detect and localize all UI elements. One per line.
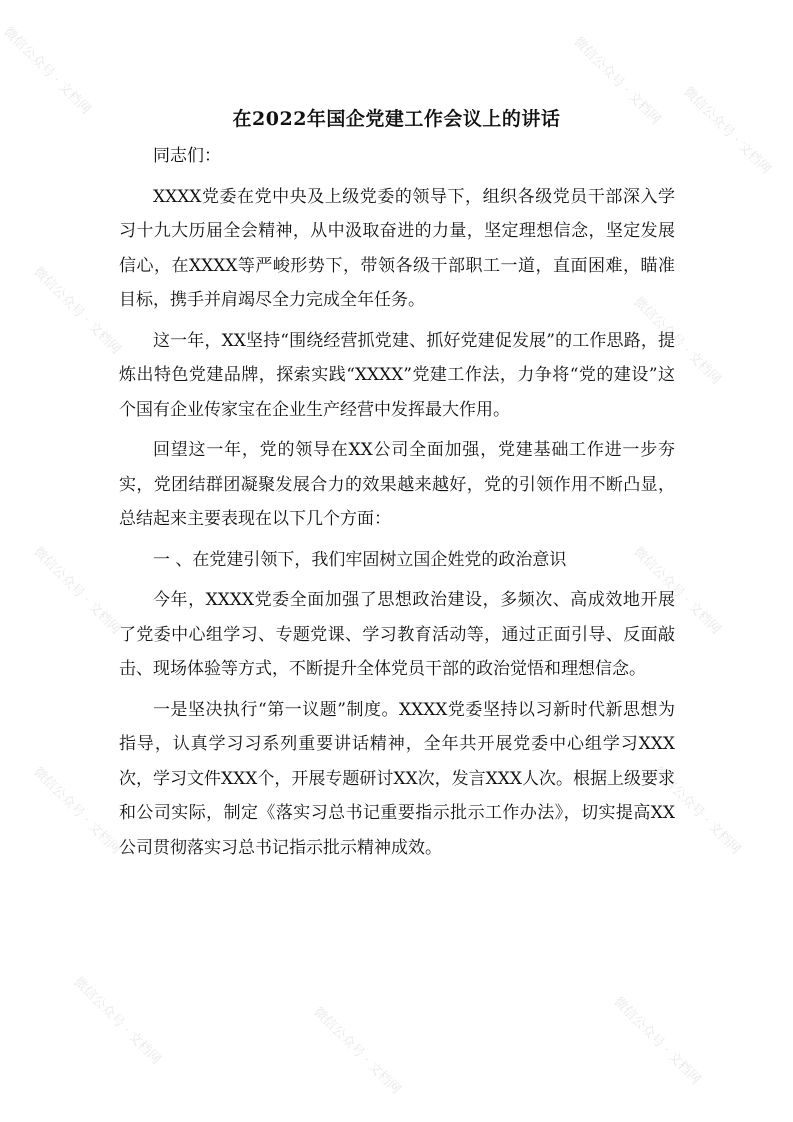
watermark: 微信公众号 · 文档网: [30, 264, 124, 358]
watermark: 微信公众号 · 文档网: [610, 994, 704, 1088]
document-body: [119, 139, 675, 871]
watermark: 微信公众号 · 文档网: [630, 294, 724, 388]
paragraph: XXXX党委在党中央及上级党委的领导下，组织各级党员干部深入学习十九大历届全会精神，从中汲取奋进的力量，坚定理想信念，坚定发展信心，在XXXX等严峻形势下，带领各级干部职工一道，直面困难，瞄准目标，携手并肩竭尽全力完成全年任务。: [119, 186, 675, 310]
watermark: 微信公众号 · 文档网: [680, 84, 774, 178]
watermark: 微信公众号 · 文档网: [70, 974, 164, 1068]
paragraph: 回望这一年，党的领导在XX公司全面加强，党建基础工作进一步夯实，党团结群团凝聚发展合力的效果越来越好，党的引领作用不断凸显，总结起来主要表现在以下几个方面：: [119, 440, 675, 529]
watermark: 微信公众号 · 文档网: [0, 24, 94, 118]
watermark: 微信公众号 · 文档网: [30, 764, 124, 858]
paragraph: 一是坚决执行“第一议题”制度。XXXX党委坚持以习新时代新思想为指导，认真学习习系列重要讲话精神，全年共开展党委中心组学习XXX次，学习文件XXX个，开展专题研讨XX次，发言XXX人次。根据上级要求和公司实际，制定《落实习总书记重要指示批示工作办法》，切实提高XX公司贯彻落实习总书记指示批示精神成效。: [119, 699, 675, 858]
watermark: 微信公众号 · 文档网: [650, 764, 744, 858]
paragraph: 今年，XXXX党委全面加强了思想政治建设，多频次、高成效地开展了党委中心组学习、专题党课、学习教育活动等，通过正面引导、反面敲击、现场体验等方式，不断提升全体党员干部的政治觉悟和理想信念。: [119, 590, 675, 679]
watermark: 微信公众号 · 文档网: [570, 34, 664, 128]
watermark: 微信公众号 · 文档网: [630, 544, 724, 638]
salutation: 同志们：: [153, 146, 221, 166]
watermark: 微信公众号 · 文档网: [310, 1004, 404, 1098]
document-title: 在2022年国企党建工作会议上的讲话: [232, 108, 561, 130]
section-heading: 一 、在党建引领下，我们牢固树立国企姓党的政治意识: [153, 549, 567, 570]
paragraph: 这一年，XX坚持“围绕经营抓党建、抓好党建促发展”的工作思路，提炼出特色党建品牌，探索实践“XXXX”党建工作法，力争将“党的建设”这个国有企业传家宝在企业生产经营中发挥最大作用。: [119, 330, 675, 420]
watermark: 微信公众号 · 文档网: [30, 544, 124, 638]
